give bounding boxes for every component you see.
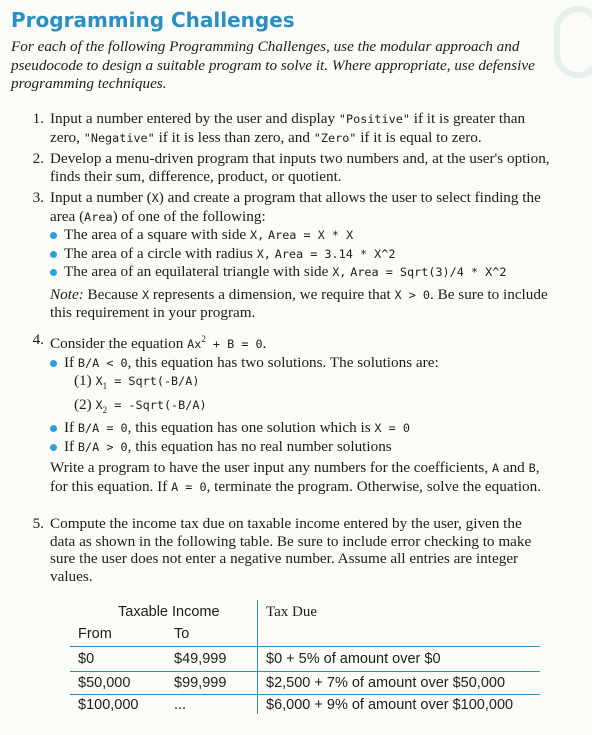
challenge-2: 2. Develop a menu-driven program that inputs two numbers and, at the user's option, finds their sum, difference, product, or quotient. <box>50 150 550 185</box>
challenge-3-note: Note: Because X represents a dimension, we require that X > 0. Be sure to include this requirement in your program. <box>50 285 548 321</box>
table-divider <box>257 600 258 714</box>
item-number: 4. <box>32 331 44 348</box>
item-number: 3. <box>32 189 44 206</box>
challenge-4-lead: Consider the equation $Ax^2 + B = 0$. <box>50 334 267 353</box>
col-to: To <box>174 626 190 642</box>
bullet-two-solutions: If B/A < 0, this equation has two solutions. The solutions are: <box>50 354 550 373</box>
item-number: 5. <box>32 515 44 532</box>
item-number: 2. <box>32 150 44 167</box>
challenge-3-lead: Input a number (X) and create a program that allows the user to select finding the area (Area) of one of the following: <box>50 189 541 225</box>
solution-2: (2) $X_2$ = -Sqrt(-B/A) <box>74 395 207 415</box>
solution-1: (1) $X_1$ = Sqrt(-B/A) <box>74 372 200 392</box>
challenge-4-tail: Write a program to have the user input any numbers for the coefficients, A and B, for this equation. If A = 0, terminate the program. Otherwise, solve the equation. <box>50 459 542 495</box>
bullet-icon <box>50 251 57 258</box>
col-from: From <box>78 626 112 642</box>
header-tax-due: Tax Due <box>266 604 318 620</box>
bullet-triangle: The area of an equilateral triangle with side X, Area = Sqrt(3)/4 * X^2 <box>50 263 550 282</box>
table-rule <box>70 694 540 695</box>
bullet-one-solution: If B/A = 0, this equation has one solution which is X = 0 <box>50 419 550 438</box>
decorative-swirl <box>554 6 592 78</box>
page-title: Programming Challenges <box>11 8 295 32</box>
bullet-icon <box>50 360 57 367</box>
bullet-square: The area of a square with side X, Area = X * X <box>50 226 550 245</box>
challenge-4 <box>32 331 550 496</box>
textbook-page: Programming Challenges For each of the following Programming Challenges, use the modular approach and pseudocode to design a suitable program to solve it. Where appropriate, use defensive programming techniques. 1. Input a number entered by the user and display "Positive" if it is greater than zero, "Negative" if it is less than zero, and "Zero" if it is equal to zero. 2. Develop a menu-driven program that inputs two numbers and, at the user's option, finds their sum, difference, product, or quotient. 3. Input a number (X) and create a program that allows the user to select finding the area (Area) of one of the following: The area of a square with side X, Area = X * X The area of a circle with radius X, Area = 3.14 * X^2 The area of an equilateral triangle with side X, Area = Sqrt(3)/4 * X^2 Note: Because X represents a dimension, we require that X > 0. Be sure to include this requirement in your program. 4. Consider the equation $Ax^2 + B = 0$. If B/A < 0, this equation has two solutions. The solutions are: (1) $X_1$ = Sqrt(-B/A) (2) $X_2$ = -Sqrt(-B/A) If B/A = 0, this equation has one solution which is X = 0 If B/A > 0, this equation has no real number solutions Write a program to have the user input any numbers for the coefficients, A and B, for this equation. If A = 0, terminate the program. Otherwise, solve the equation. 5. Compute the income tax due on taxable income entered by the user, given the data as shown in the following table. Be sure to include error checking to make sure the user does not enter a negative number. Assume all entries are integer values. Taxable Income Tax Due From To $0 $49,999 $0 + 5% of amount over $0 $50,000 $99,999 $2,500 + 7% of amount over $50,000 $100,000 ... $6,000 + 9% of amount over $100,000 <box>0 0 592 735</box>
challenge-3 <box>32 189 550 322</box>
intro-paragraph: For each of the following Programming Challenges, use the modular approach and pseudocode to design a suitable program to solve it. Where appropriate, use defensive programming techniques. <box>11 38 535 92</box>
table-rule <box>70 671 540 672</box>
bullet-no-solutions: If B/A > 0, this equation has no real number solutions <box>50 438 550 457</box>
item-number: 1. <box>32 110 44 127</box>
bullet-circle: The area of a circle with radius X, Area = 3.14 * X^2 <box>50 245 550 264</box>
challenge-1: 1. Input a number entered by the user and display "Positive" if it is greater than zero, "Negative" if it is less than zero, and "Zero" if it is equal to zero. <box>50 110 550 147</box>
bullet-icon <box>50 425 57 432</box>
table-rule <box>70 646 540 647</box>
bullet-icon <box>50 269 57 276</box>
header-taxable-income: Taxable Income <box>118 604 220 620</box>
challenge-5: 5. Compute the income tax due on taxable income entered by the user, given the data as shown in the following table. Be sure to include error checking to make sure the user does not enter a negative number. Assume all entries are integer values. <box>50 515 550 585</box>
bullet-icon <box>50 232 57 239</box>
bullet-icon <box>50 444 57 451</box>
